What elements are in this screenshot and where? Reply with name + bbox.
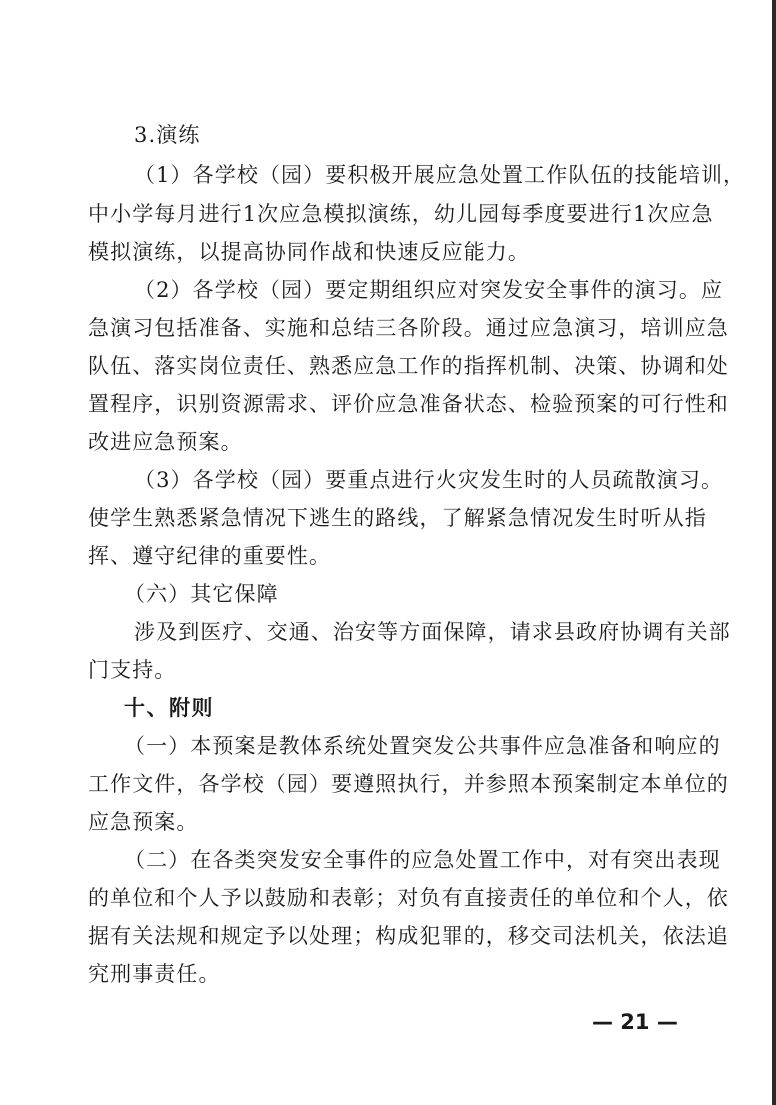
paragraph-line: （二）在各类突发安全事件的应急处置工作中，对有突出表现	[124, 848, 721, 872]
paragraph-line: 究刑事责任。	[88, 962, 221, 986]
paragraph-line: 改进应急预案。	[88, 430, 243, 454]
paragraph-line: （2）各学校（园）要定期组织应对突发安全事件的演习。应	[134, 278, 724, 302]
paragraph-line: （1）各学校（园）要积极开展应急处置工作队伍的技能培训，	[134, 163, 746, 187]
section-heading-appendix: 十、附则	[124, 696, 214, 720]
paragraph-line: 涉及到医疗、交通、治安等方面保障，请求县政府协调有关部	[134, 620, 731, 644]
paragraph-line: 门支持。	[88, 658, 177, 682]
paragraph-line: 挥、遵守纪律的重要性。	[88, 544, 332, 568]
paragraph-line: （3）各学校（园）要重点进行火灾发生时的人员疏散演习。	[134, 468, 724, 492]
paragraph-line: 模拟演练，以提高协同作战和快速反应能力。	[88, 240, 530, 264]
paragraph-line: 置程序，识别资源需求、评价应急准备状态、检验预案的可行性和	[88, 392, 729, 416]
paragraph-line: 使学生熟悉紧急情况下逃生的路线，了解紧急情况发生时听从指	[88, 506, 707, 530]
paragraph-line: 据有关法规和规定予以处理；构成犯罪的，移交司法机关，依法追	[88, 924, 729, 948]
paragraph-line: （一）本预案是教体系统处置突发公共事件应急准备和响应的	[124, 734, 721, 758]
section-subheading-drill: 3.演练	[134, 123, 201, 147]
paragraph-line: 应急预案。	[88, 810, 199, 834]
page-number: — 21 —	[592, 1010, 678, 1034]
section-subheading-other-support: （六）其它保障	[124, 582, 279, 606]
paragraph-line: 急演习包括准备、实施和总结三各阶段。通过应急演习，培训应急	[88, 316, 729, 340]
paragraph-line: 中小学每月进行1次应急模拟演练，幼儿园每季度要进行1次应急	[88, 202, 714, 226]
scan-edge	[772, 0, 776, 1105]
paragraph-line: 工作文件，各学校（园）要遵照执行，并参照本预案制定本单位的	[88, 772, 729, 796]
paragraph-line: 队伍、落实岗位责任、熟悉应急工作的指挥机制、决策、协调和处	[88, 354, 729, 378]
paragraph-line: 的单位和个人予以鼓励和表彰；对负有直接责任的单位和个人，依	[88, 886, 729, 910]
